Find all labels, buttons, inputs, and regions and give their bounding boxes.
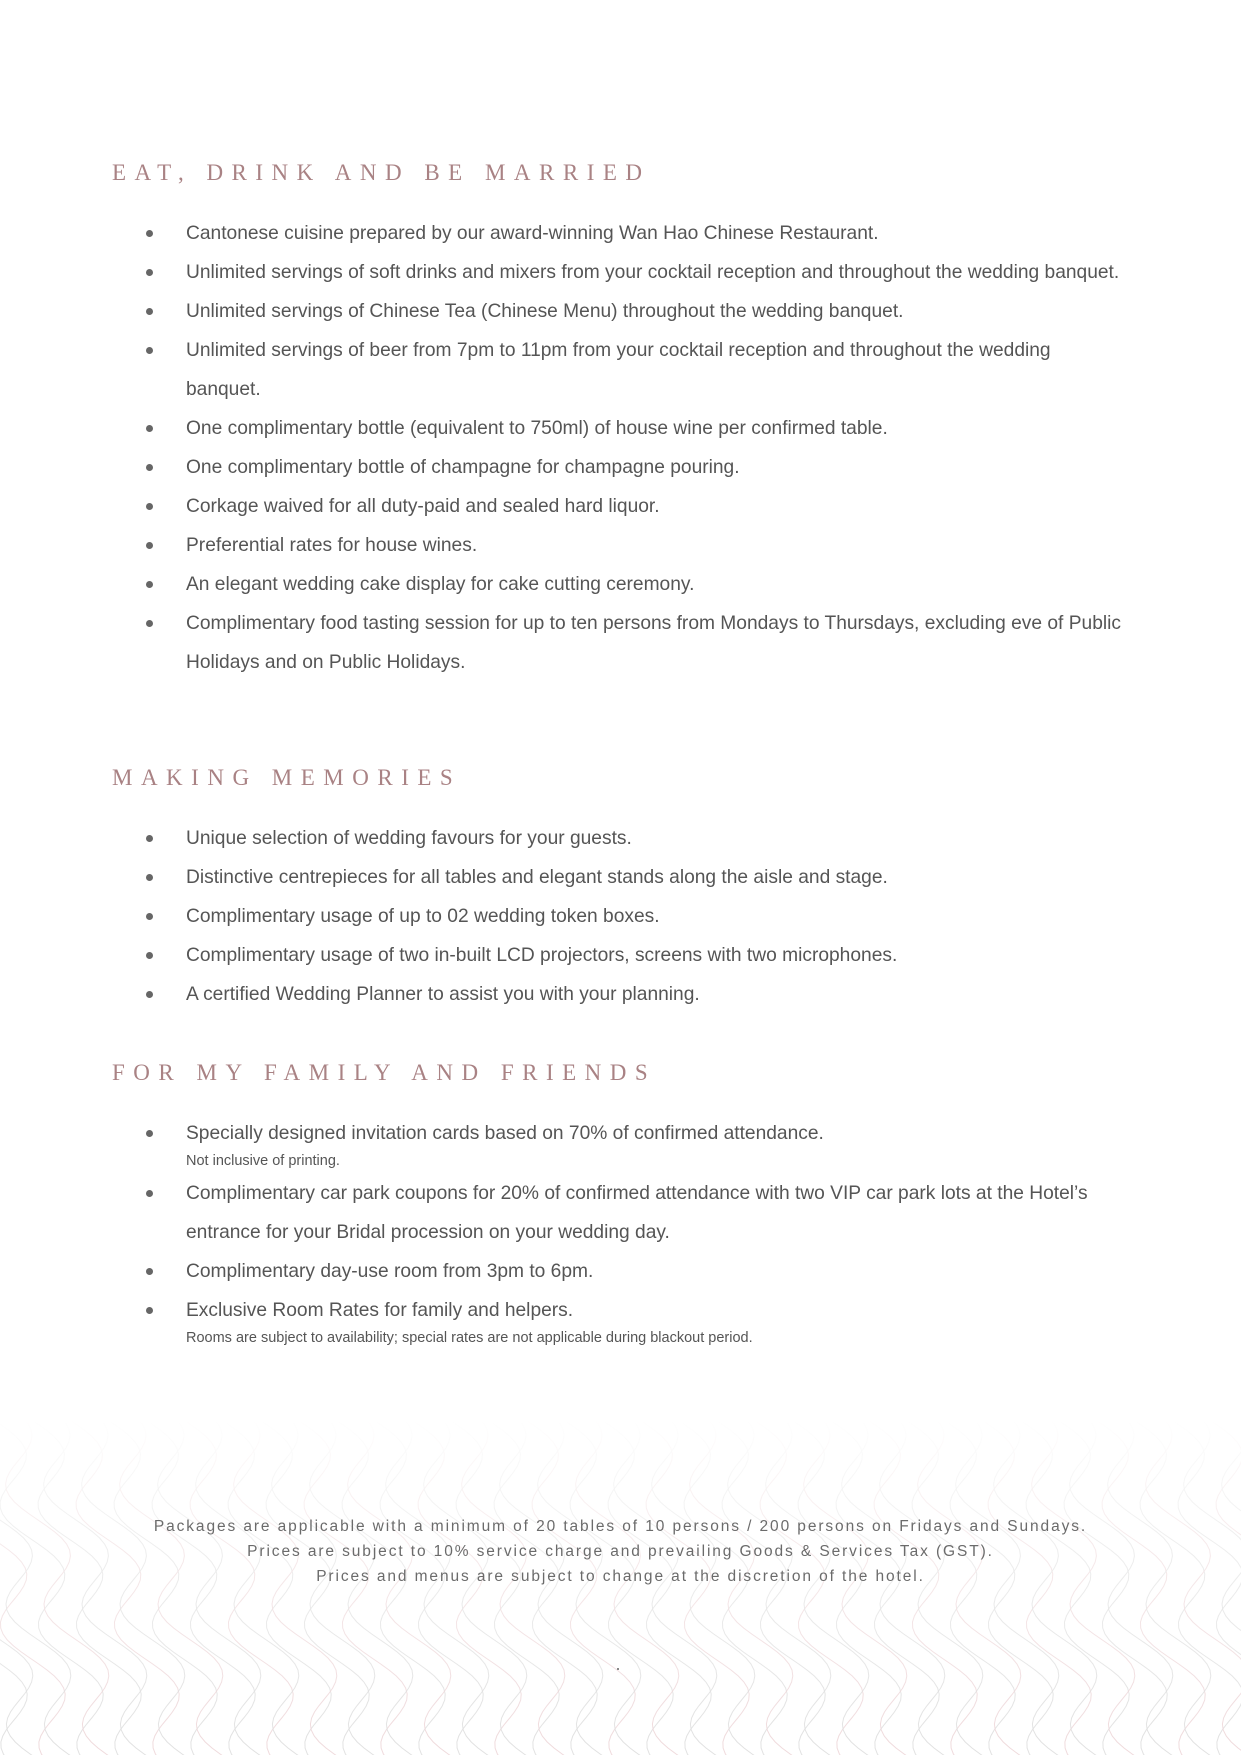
footer-terms: [0, 1514, 1241, 1589]
benefit-list-making-memories: [146, 819, 1126, 1014]
benefit-item: [146, 565, 1126, 604]
benefit-item: [146, 936, 1126, 975]
benefit-list-eat-drink: [146, 214, 1126, 682]
benefit-text: Exclusive Room Rates for family and helpers.: [186, 1300, 574, 1321]
benefit-text: One complimentary bottle of champagne for champagne pouring.: [186, 457, 740, 478]
benefit-item: [146, 448, 1126, 487]
benefit-item: [146, 409, 1126, 448]
benefit-text: Unlimited servings of beer from 7pm to 11pm from your cocktail reception and throughout the wedding banquet.: [186, 340, 1051, 400]
footer-line-minimum-tables: Packages are applicable with a minimum of 20 tables of 10 persons / 200 persons on Fridays and Sundays.: [153, 1518, 1088, 1535]
benefit-item: [146, 487, 1126, 526]
benefit-item: [146, 1174, 1126, 1252]
benefit-text: Unlimited servings of soft drinks and mixers from your cocktail reception and throughout the wedding banquet.: [186, 262, 1120, 283]
benefit-item: [146, 1252, 1126, 1291]
benefit-item: [146, 858, 1126, 897]
footer-line-price-changes: Prices and menus are subject to change at the discretion of the hotel.: [316, 1568, 925, 1585]
benefit-item: [146, 604, 1126, 682]
benefit-footnote: Rooms are subject to availability; special rates are not applicable during blackout period.: [186, 1330, 753, 1346]
benefit-text: Complimentary usage of up to 02 wedding token boxes.: [186, 906, 660, 927]
benefit-text: One complimentary bottle (equivalent to 750ml) of house wine per confirmed table.: [186, 418, 888, 439]
benefit-item: [146, 253, 1126, 292]
benefit-item: [146, 292, 1126, 331]
benefit-text: Complimentary car park coupons for 20% of confirmed attendance with two VIP car park lots at the Hotel’s entrance for your Bridal procession on your wedding day.: [186, 1183, 1088, 1243]
benefit-text: Complimentary usage of two in-built LCD projectors, screens with two microphones.: [186, 945, 898, 966]
benefit-item: [146, 897, 1126, 936]
benefit-text: Distinctive centrepieces for all tables and elegant stands along the aisle and stage.: [186, 867, 888, 888]
benefit-list-family-friends: [146, 1114, 1126, 1351]
benefit-text: Specially designed invitation cards based on 70% of confirmed attendance.: [186, 1123, 824, 1144]
section-heading-eat-drink: EAT, DRINK AND BE MARRIED: [112, 160, 651, 185]
benefit-text: An elegant wedding cake display for cake cutting ceremony.: [186, 574, 695, 595]
benefit-text: Corkage waived for all duty-paid and sealed hard liquor.: [186, 496, 660, 517]
section-heading-family-friends: FOR MY FAMILY AND FRIENDS: [112, 1060, 657, 1085]
benefit-text: Complimentary day-use room from 3pm to 6pm.: [186, 1261, 594, 1282]
benefit-item: [146, 1291, 1126, 1347]
section-heading-making-memories: MAKING MEMORIES: [112, 765, 462, 790]
benefit-footnote: Not inclusive of printing.: [186, 1153, 340, 1169]
benefit-text: Complimentary food tasting session for up to ten persons from Mondays to Thursdays, excluding eve of Public Holidays and on Public Holidays.: [186, 613, 1121, 673]
benefit-item: [146, 819, 1126, 858]
benefit-item: [146, 331, 1126, 409]
benefit-text: A certified Wedding Planner to assist you with your planning.: [186, 984, 700, 1005]
page-dot-mark: [617, 1668, 619, 1670]
benefit-text: Cantonese cuisine prepared by our award-winning Wan Hao Chinese Restaurant.: [186, 223, 879, 244]
benefit-text: Unique selection of wedding favours for your guests.: [186, 828, 632, 849]
benefit-item: [146, 214, 1126, 253]
benefit-item: [146, 526, 1126, 565]
benefit-item: [146, 975, 1126, 1014]
footer-line-service-charge: Prices are subject to 10% service charge and prevailing Goods & Services Tax (GST).: [247, 1543, 994, 1560]
benefit-text: Preferential rates for house wines.: [186, 535, 478, 556]
benefit-text: Unlimited servings of Chinese Tea (Chinese Menu) throughout the wedding banquet.: [186, 301, 904, 322]
benefit-item: [146, 1114, 1126, 1170]
